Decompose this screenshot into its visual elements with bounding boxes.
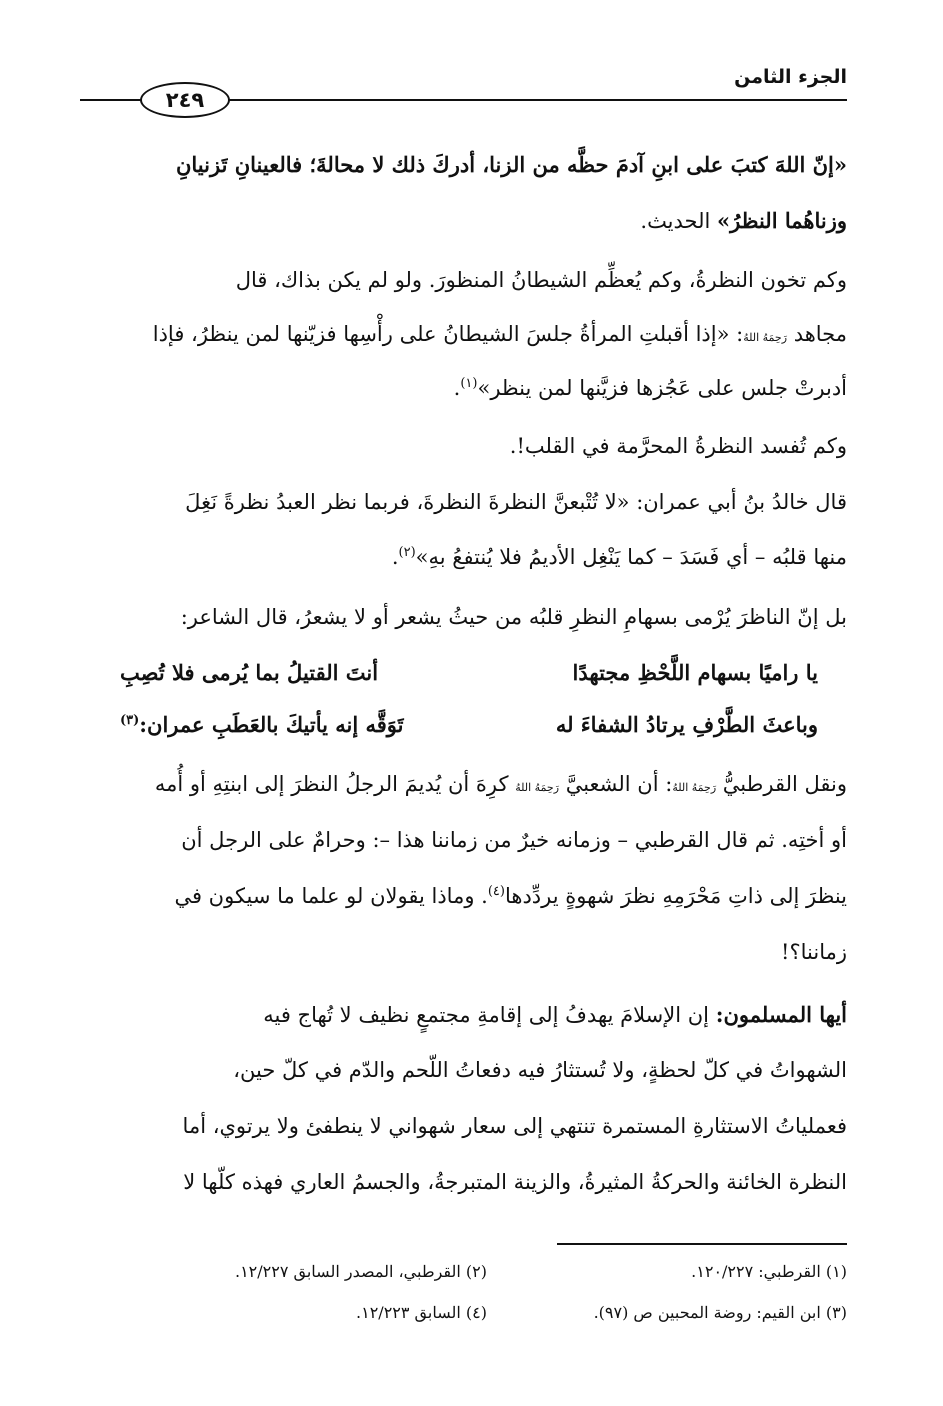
footnote-2: (٢) القرطبي، المصدر السابق ١٢/٢٢٧. (234, 1262, 487, 1281)
footnote-4: (٤) السابق ١٢/٢٢٣. (356, 1303, 487, 1322)
verse-1-second-half: أنتَ القتيلُ بما يُرمى فلا تُصِبِ (120, 660, 379, 685)
verse-line-1 (120, 660, 818, 685)
paragraph-2-line-2-b: : «إذا أقبلتِ المرأةُ جلسَ الشيطانُ على رأْسِها فزيّنها لمن ينظرُ، فإذا (152, 322, 744, 346)
footnote-ref-3: (٣) (120, 713, 140, 728)
paragraph-2-line-3-text: أدبرتْ جلس على عَجُزها فزيَّنها لمن ينظر» (477, 376, 847, 400)
paragraph-2-line-2-a: مجاهد (787, 322, 847, 346)
paragraph-6-line-4: زماننا؟! (781, 940, 847, 964)
paragraph-6-line-3-b: . وماذا يقولان لو علما ما سيكون في (174, 884, 488, 908)
paragraph-4-line-2-end: . (391, 545, 399, 569)
hadith-line-2-rest: الحديث. (640, 209, 718, 233)
paragraph-2-line-3-end: . (453, 376, 461, 400)
paragraph-7-line-4: النظرة الخائنة والحركةُ المثيرةُ، والزينة المتبرجةُ، والجسمُ العاري فهذه كلّها لا (183, 1170, 847, 1194)
footnote-ref-2: (٢) (398, 545, 416, 560)
verse-2-second-half (120, 712, 404, 737)
footnotes-row-2 (90, 1303, 847, 1322)
paragraph-4-line-2 (85, 545, 847, 569)
paragraph-6-line-1-b: : أن الشعبيَّ (559, 772, 673, 796)
honorific-text: رَحِمَهُ اللهُ (672, 781, 717, 794)
verse-line-2 (120, 712, 818, 737)
paragraph-2-line-3 (85, 376, 847, 400)
paragraph-4-line-2-text: منها قلبُه – أي فَسَدَ – كما يَنْغِل الأديمُ فلا يُنتفعُ بهِ» (415, 545, 847, 569)
hadith-line-2 (85, 208, 847, 233)
hadith-line-2-bold: وزناهُما النظرُ» (717, 208, 847, 233)
paragraph-7-line-2: الشهواتُ في كلّ لحظةٍ، ولا تُستثارُ فيه دفعاتُ اللّحم والدّم في كلّ حين، (233, 1058, 847, 1082)
paragraph-6-line-2: أو أختِه. ثم قال القرطبي – وزمانه خيرٌ من زماننا هذا –: وحرامٌ على الرجل أن (181, 828, 847, 852)
paragraph-6-line-1 (85, 772, 847, 796)
address-lead: أيها المسلمون: (715, 1002, 847, 1027)
paragraph-4-line-1: قال خالدُ بنُ أبي عمران: «لا تُتْبعنَّ النظرةَ النظرةَ، فربما نظر العبدُ نظرةً نَغِلَ (185, 490, 847, 514)
page-number-badge: ٢٤٩ (140, 82, 230, 118)
honorific-text: رَحِمَهُ اللهُ (515, 781, 560, 794)
footnote-3: (٣) ابن القيم: روضة المحبين ص (٩٧). (593, 1303, 847, 1322)
paragraph-7-line-1 (85, 1002, 847, 1027)
paragraph-2-line-2 (85, 322, 847, 346)
paragraph-6-line-1-a: ونقل القرطبيُّ (716, 772, 847, 796)
footnote-separator (557, 1243, 847, 1245)
footnotes-row-1 (90, 1262, 847, 1281)
paragraph-2-line-1: وكم تخون النظرةُ، وكم يُعظِّم الشيطانُ المنظورَ. ولو لم يكن بذاك، قال (235, 268, 847, 292)
footnote-1: (١) القرطبي: ١٢٠/٢٢٧. (691, 1262, 847, 1281)
paragraph-5-line-1: بل إنّ الناظرَ يُرْمى بسهامِ النظرِ قلبُه من حيثُ يشعر أو لا يشعرُ، قال الشاعر: (180, 605, 847, 629)
paragraph-3-line-1: وكم تُفسد النظرةُ المحرَّمة في القلب!. (509, 434, 847, 458)
hadith-line-1: «إنّ اللهَ كتبَ على ابنِ آدمَ حظَّه من الزنا، أدركَ ذلك لا محالةَ؛ فالعينانِ تَزنيانِ (175, 152, 847, 177)
verse-1-first-half: يا راميًا بسهام اللَّحْظِ مجتهدًا (572, 660, 818, 685)
paragraph-6-line-3 (85, 884, 847, 908)
verse-2-first-half: وباعثَ الطَّرْفِ يرتادُ الشفاءَ له (555, 712, 818, 737)
footnote-ref-4: (٤) (487, 884, 505, 899)
paragraph-7-line-1-rest: إن الإسلامَ يهدفُ إلى إقامةِ مجتمعٍ نظيف لا تُهاج فيه (263, 1003, 716, 1027)
running-header-title: الجزء الثامن (734, 66, 847, 88)
verse-attribution: عمران: (139, 712, 205, 737)
honorific-text: رَحِمَهُ اللهُ (743, 331, 788, 344)
footnote-ref-1: (١) (460, 376, 478, 391)
paragraph-7-line-3: فعملياتُ الاستثارةِ المستمرة تنتهي إلى سعار شهواني لا ينطفئ ولا يرتوي، أما (182, 1114, 847, 1138)
verse-2-second-half-text: تَوَقَّه إنه يأتيكَ بالعَطَبِ (211, 712, 404, 737)
paragraph-6-line-3-a: ينظرَ إلى ذاتِ مَحْرَمِهِ نظرَ شهوةٍ يردِّدها (504, 884, 847, 908)
paragraph-6-line-1-c: كرِهَ أن يُديمَ الرجلُ النظرَ إلى ابنتِهِ أو أُمه (154, 772, 516, 796)
